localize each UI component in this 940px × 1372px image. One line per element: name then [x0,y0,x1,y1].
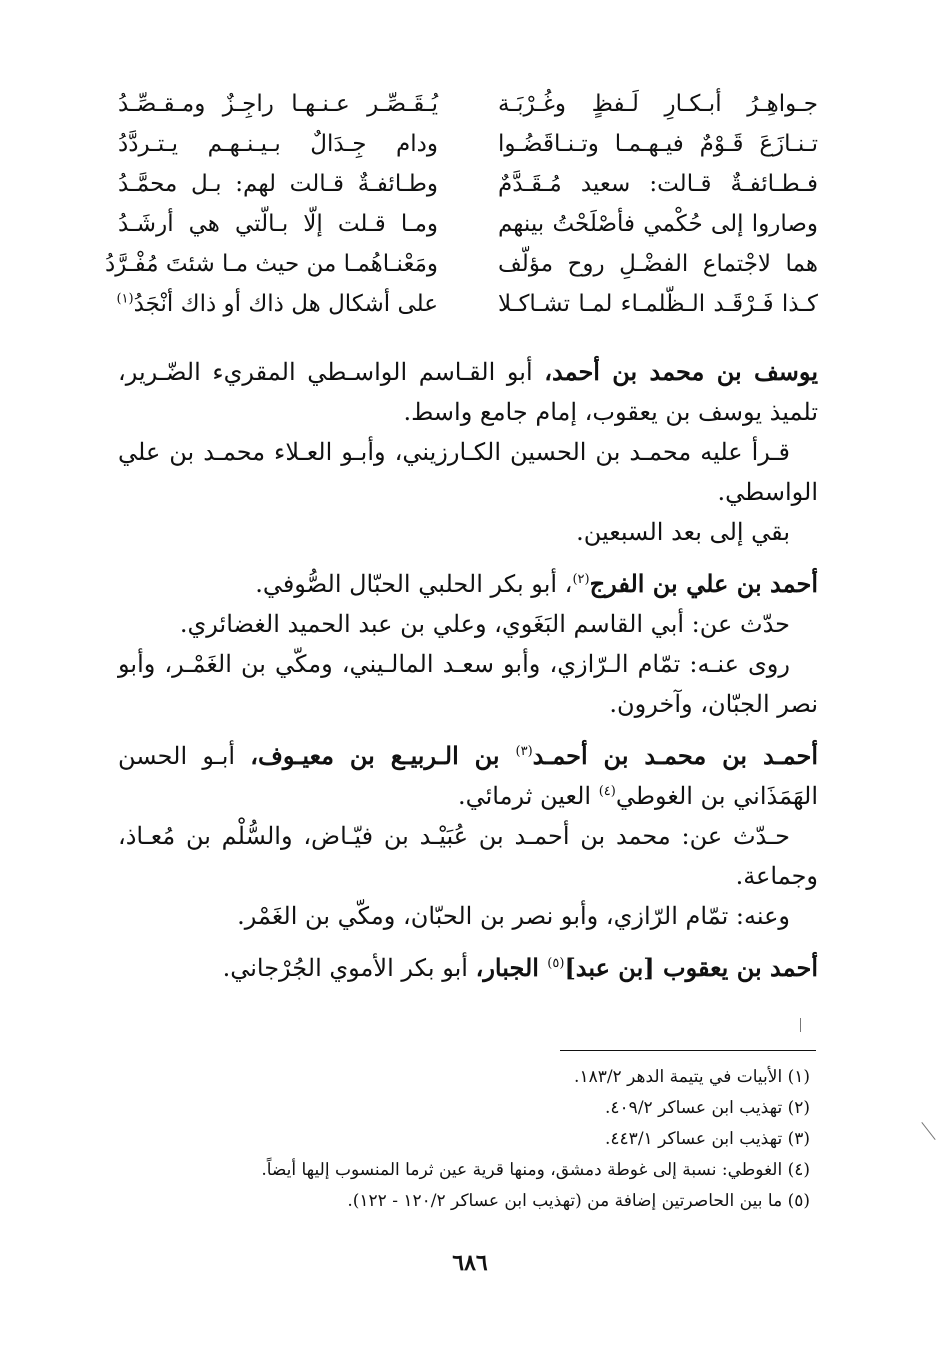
footnote-ref: (٤) [598,784,616,799]
poem [105,84,818,324]
entry-paragraph: بقي إلى بعد السبعين. [576,518,790,546]
entry-name: أحمد بن يعقوب [بن عبد] [564,953,818,982]
entry-paragraph: وعنه: تمّام الرّازي، وأبو نصر بن الحبّان، ومكّي بن الغَمْر. [237,902,790,930]
verse-second-hemistich: على أشكال هل ذاك أو ذاك أنْجَدُ$^{(١)}$ [116,291,438,317]
footnote-ref: (٥) [547,956,565,971]
entry-name: أحمد بن علي بن الفرج [589,569,818,598]
verse-first-hemistich: تـنـازَعَ قَـوْمٌ فيـهـمـا وتـنـاقَضُـوا [498,131,818,157]
footnote: (٢) تهذيب ابن عساكر ٤٠٩/٢. [605,1098,810,1118]
entry-heading: أحمد بن يعقوب [بن عبد]$^{(٥)}$ الجبار، أبو بكر الأموي الجُرْجاني. [222,953,818,982]
page-number: ٦٨٦ [452,1250,488,1276]
verse-first-hemistich: هما لاجْتماع الفضْـلِ روح مؤلّف [498,251,818,277]
entry-paragraph: روى عنـه: تمّام الـرّازي، وأبو سعـد المالـيني، ومكّي بن الغَمْـر، وأبو نصر الجبّان، وآخرون. [118,650,818,718]
entry-heading: أحمـد بن محمـد بن أحمـد$^{(٣)}$ بن الـربيـع بن معيـوف، أبـو الحسن الهَمَذَاني بن الغوطي$^{(٤)}$ العين ثرمائي. [118,741,819,810]
entry-heading: أحمد بن علي بن الفرج$^{(٢)}$، أبو بكر الحلبي الحبّال الصُّوفي. [255,569,818,598]
verse [118,124,818,164]
verse-second-hemistich: ومـا قـلت إلّا بـالّتي هي أرشَـدُ [118,211,438,237]
verse-first-hemistich: جـواهِـرُ أبـكـارِ لَـفظٍ وغُـرْبَـة [498,91,818,117]
entry-paragraph: قـرأ عليه محمـد بن الحسين الكـارزيني، وأبـو العـلاء محمـد بن علي الواسطي. [118,438,818,506]
entry-name: يوسف بن محمد بن أحمد، [544,357,818,386]
verse [105,244,818,284]
footnotes [118,1062,810,1217]
verse-second-hemistich: ودام جِـدَالٌ بـيـنـهـم يـتـردَّدُ [118,131,438,157]
verse [118,164,818,204]
verse-second-hemistich: وطـائفـةٌ قـالت لهم: بـل محمَّـدُ [118,171,438,197]
footnote: (١) الأبيات في يتيمة الدهر ١٨٣/٢. [574,1067,810,1087]
footnote: (٤) الغوطي: نسبة إلى غوطة دمشق، ومنها قرية عين ثرما المنسوب إليها أيضاً. [261,1160,810,1180]
verse-second-hemistich: يُـقَـصِّـر عـنـهـا راجِـزٌ ومـقـصِّـدُ [118,91,438,117]
entry-heading: يوسف بن محمد بن أحمد، أبو القـاسم الواسـطي المقريء الضّـرير، تلميذ يوسف بن يعقوب، إمام جامع واسط. [118,357,818,426]
footnote-separator [560,1050,816,1051]
footnote: (٥) ما بين الحاصرتين إضافة من (تهذيب ابن عساكر ١٢٠/٢ - ١٢٢). [347,1191,810,1211]
verse-second-hemistich: ومَعْنـاهُمـا من حيث مـا شئتَ مُفْـرَّدُ [105,251,438,277]
entry-paragraph: حـدّث عن: محمد بن أحمـد بن عُبَيْـد بن فيّـاض، والسُّلْم بن مُعـاذ، وجماعة. [118,822,818,890]
entry-name: أحمـد بن محمـد بن أحمـد [532,741,819,770]
verse-first-hemistich: فـطـائفـةٌ قـالت: سعيد مُـقَـدَّمٌ [498,171,818,197]
scan-mark [921,1122,935,1140]
scan-mark [800,1018,801,1032]
biography-entries [118,352,818,988]
entry-paragraph: حدّث عن: أبي القاسم البَغَوي، وعلي بن عبد الحميد الغضائري. [179,610,790,638]
verse [118,204,818,244]
footnote: (٣) تهذيب ابن عساكر ٤٤٣/١. [605,1129,810,1149]
verse-first-hemistich: وصاروا إلى حُكْمي فأصْلَحْتُ بينهم [498,211,818,237]
verse-first-hemistich: كـذا فَـرْقَـد الـظّلمـاء لمـا تشـاكـلا [498,291,818,317]
verse [118,84,818,124]
footnote-ref: (٣) [515,744,533,759]
footnote-ref: (١) [116,291,134,307]
verse [118,284,818,324]
footnote-ref: (٢) [572,572,590,587]
